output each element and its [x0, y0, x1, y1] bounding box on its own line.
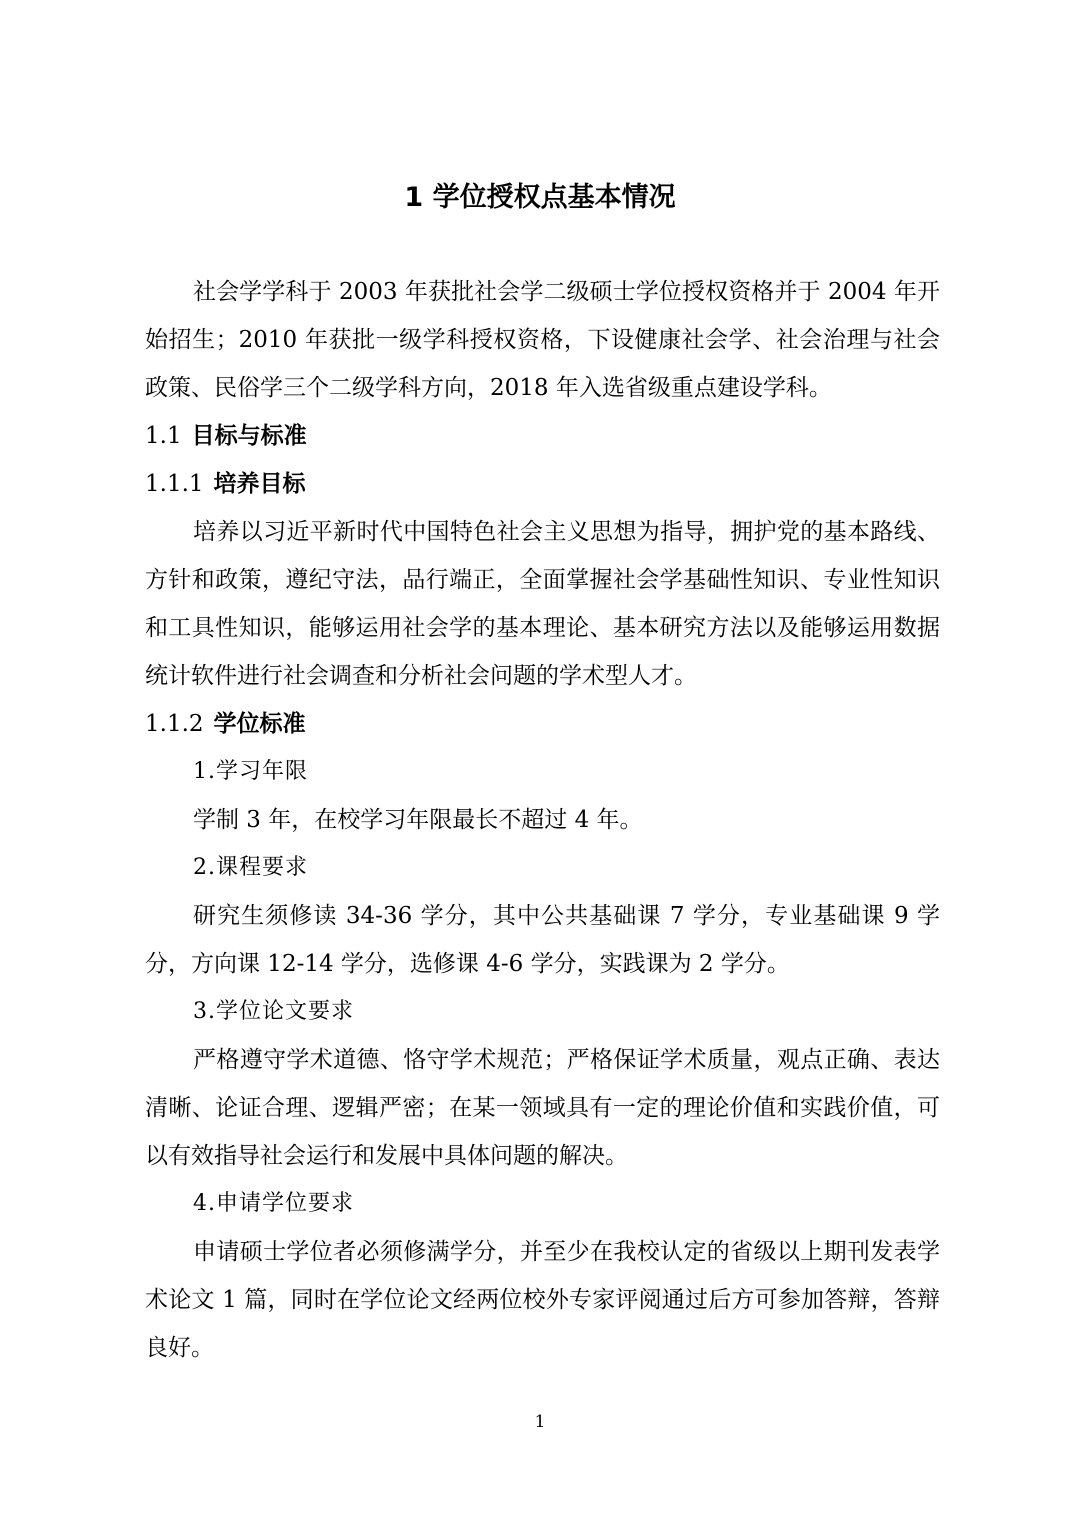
- item-text-degree-application: 申请硕士学位者必须修满学分，并至少在我校认定的省级以上期刊发表学术论文 1 篇，同时在学位论文经两位校外专家评阅通过后方可参加答辩，答辩良好。: [145, 1239, 940, 1361]
- item-text-thesis-requirements: 严格遵守学术道德、恪守学术规范；严格保证学术质量，观点正确、表达清晰、论证合理、逻辑严密；在某一领域具有一定的理论价值和实践价值，可以有效指导社会运行和发展中具体问题的解决。: [145, 1047, 940, 1169]
- section-title: 培养目标: [213, 471, 306, 497]
- section-heading-1-1: [145, 412, 940, 460]
- section-title: 学位标准: [213, 711, 306, 737]
- section-number: 1.1: [145, 423, 182, 449]
- item-text-study-period: 学制 3 年，在校学习年限最长不超过 4 年。: [193, 807, 643, 833]
- page-number: 1: [534, 1412, 546, 1432]
- section-title: 目标与标准: [191, 423, 307, 449]
- document-body: [145, 268, 940, 1372]
- item-label-thesis-requirements: 3.学位论文要求: [193, 999, 354, 1024]
- section-number: 1.1.1: [145, 471, 204, 497]
- item-label-degree-application: 4.申请学位要求: [193, 1191, 354, 1216]
- item-label-study-period: 1.学习年限: [193, 759, 308, 784]
- section-heading-1-1-1: [145, 460, 940, 508]
- item-text-course-requirements: 研究生须修读 34-36 学分，其中公共基础课 7 学分，专业基础课 9 学分，方向课 12-14 学分，选修课 4-6 学分，实践课为 2 学分。: [145, 903, 940, 977]
- section-number: 1.1.2: [145, 711, 204, 737]
- item-label-course-requirements: 2.课程要求: [193, 855, 308, 880]
- page-title: 1 学位授权点基本情况: [404, 182, 676, 213]
- section-heading-1-1-2: [145, 700, 940, 748]
- goal-paragraph: 培养以习近平新时代中国特色社会主义思想为指导，拥护党的基本路线、方针和政策，遵纪守法，品行端正，全面掌握社会学基础性知识、专业性知识和工具性知识，能够运用社会学的基本理论、基本研究方法以及能够运用数据统计软件进行社会调查和分析社会问题的学术型人才。: [145, 519, 940, 689]
- intro-paragraph: 社会学学科于 2003 年获批社会学二级硕士学位授权资格并于 2004 年开始招生；2010 年获批一级学科授权资格，下设健康社会学、社会治理与社会政策、民俗学三个二级学科方向，2018 年入选省级重点建设学科。: [145, 279, 940, 401]
